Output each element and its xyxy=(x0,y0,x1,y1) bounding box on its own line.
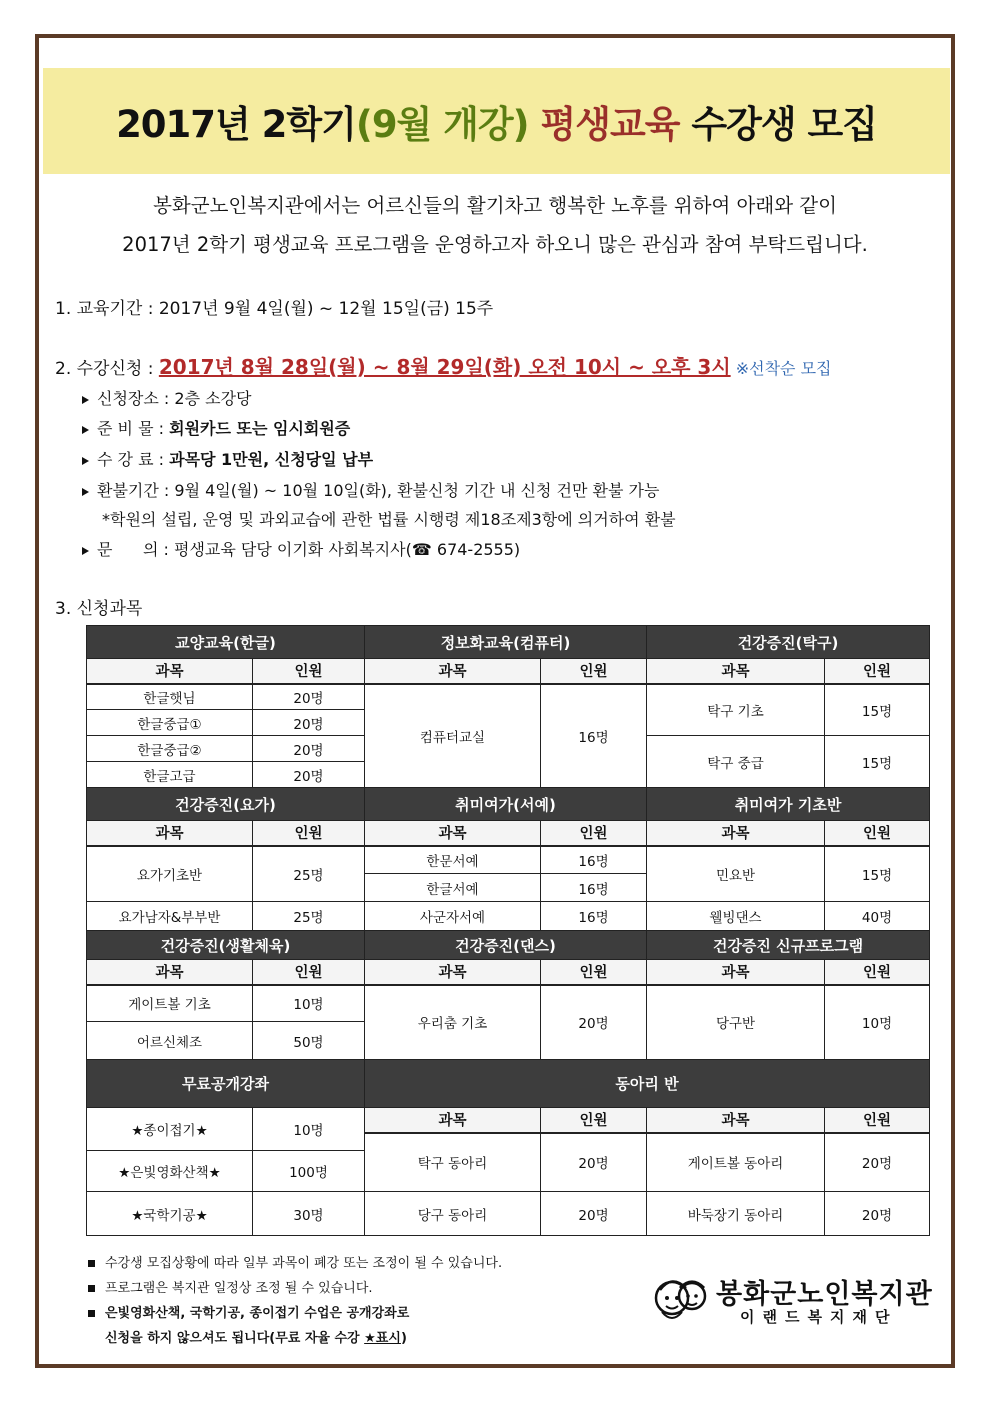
title-year: 2017년 2학기 xyxy=(116,103,356,146)
logo-name: 봉화군노인복지관 xyxy=(716,1279,933,1310)
course-name: 한글햇님 xyxy=(87,684,253,710)
column-header: 인원 xyxy=(825,821,930,846)
page-title xyxy=(43,68,950,174)
application-period: 2017년 8월 28일(월) ~ 8월 29일(화) 오전 10시 ~ 오후 3시 xyxy=(158,355,731,379)
group-header: 건강증진(탁구) xyxy=(647,626,930,659)
course-count: 16명 xyxy=(541,902,647,931)
application-place: 신청장소 : 2층 소강당 xyxy=(82,386,251,409)
column-header: 과목 xyxy=(365,960,541,985)
course-count: 10명 xyxy=(253,1108,365,1151)
column-header: 인원 xyxy=(825,960,930,985)
course-name: 당구반 xyxy=(647,985,825,1060)
column-header: 인원 xyxy=(541,960,647,985)
footer-note: 프로그램은 복지관 일정상 조정 될 수 있습니다. xyxy=(88,1277,373,1296)
course-count: 10명 xyxy=(253,985,365,1022)
course-name: 탁구 기초 xyxy=(647,684,825,736)
course-count: 25명 xyxy=(253,846,365,902)
column-header: 과목 xyxy=(87,659,253,684)
course-name: 바둑장기 동아리 xyxy=(647,1192,825,1236)
column-header: 인원 xyxy=(541,821,647,846)
course-count: 16명 xyxy=(541,684,647,788)
section-period: 1. 교육기간 : 2017년 9월 4일(월) ~ 12월 15일(금) 15주 xyxy=(55,299,494,319)
triangle-bullet-icon xyxy=(82,547,89,555)
square-bullet-icon xyxy=(88,1310,95,1317)
group-header: 건강증진(댄스) xyxy=(365,931,647,960)
course-name: 한글중급① xyxy=(87,710,253,736)
course-count: 20명 xyxy=(825,1192,930,1236)
organization-logo xyxy=(650,1268,933,1332)
course-name: 요가남자&부부반 xyxy=(87,902,253,931)
course-name: 탁구 중급 xyxy=(647,736,825,788)
application-refund: 환불기간 : 9월 4일(월) ~ 10월 10일(화), 환불신청 기간 내 신청 건만 환불 가능 xyxy=(82,478,659,501)
title-opening: (9월 개강) xyxy=(355,103,529,146)
course-count: 40명 xyxy=(825,902,930,931)
column-header: 인원 xyxy=(253,659,365,684)
course-name: 민요반 xyxy=(647,846,825,902)
section-application xyxy=(55,351,832,380)
triangle-bullet-icon xyxy=(82,457,89,465)
course-name: 한글고급 xyxy=(87,762,253,788)
section-courses: 3. 신청과목 xyxy=(55,599,143,619)
column-header: 인원 xyxy=(825,1108,930,1133)
column-header: 인원 xyxy=(253,821,365,846)
course-count: 20명 xyxy=(253,762,365,788)
footer-note: 수강생 모집상황에 따라 일부 과목이 폐강 또는 조정이 될 수 있습니다. xyxy=(88,1252,502,1271)
group-header: 건강증진(요가) xyxy=(87,788,365,821)
intro-line-2: 2017년 2학기 평생교육 프로그램을 운영하고자 하오니 많은 관심과 참여 부탁드립니다. xyxy=(122,233,868,256)
course-name: 당구 동아리 xyxy=(365,1192,541,1236)
course-name: ★종이접기★ xyxy=(87,1108,253,1151)
application-refund-note: *학원의 설립, 운영 및 과외교습에 관한 법률 시행령 제18조제3항에 의거하여 환불 xyxy=(102,510,676,529)
column-header: 과목 xyxy=(647,659,825,684)
course-count: 25명 xyxy=(253,902,365,931)
square-bullet-icon xyxy=(88,1285,95,1292)
triangle-bullet-icon xyxy=(82,488,89,496)
course-name: ★은빛영화산책★ xyxy=(87,1151,253,1192)
course-count: 15명 xyxy=(825,846,930,902)
column-header: 과목 xyxy=(87,821,253,846)
course-count: 20명 xyxy=(825,1133,930,1192)
triangle-bullet-icon xyxy=(82,396,89,404)
group-header: 정보화교육(컴퓨터) xyxy=(365,626,647,659)
group-header: 취미여가(서예) xyxy=(365,788,647,821)
course-count: 10명 xyxy=(825,985,930,1060)
intro-line-1: 봉화군노인복지관에서는 어르신들의 활기차고 행복한 노후를 위하여 아래와 같이 xyxy=(153,194,837,217)
course-count: 20명 xyxy=(541,1133,647,1192)
application-fee: 수 강 료 : 과목당 1만원, 신청당일 납부 xyxy=(82,447,373,470)
course-count: 50명 xyxy=(253,1022,365,1060)
course-name: 요가기초반 xyxy=(87,846,253,902)
title-program: 평생교육 xyxy=(528,103,680,146)
group-header: 교양교육(한글) xyxy=(87,626,365,659)
course-count: 15명 xyxy=(825,736,930,788)
footer-note: 은빛영화산책, 국학기공, 종이접기 수업은 공개강좌로 xyxy=(88,1302,409,1321)
triangle-bullet-icon xyxy=(82,426,89,434)
course-table xyxy=(86,625,930,1236)
course-count: 16명 xyxy=(541,874,647,902)
course-name: 한글중급② xyxy=(87,736,253,762)
course-count: 20명 xyxy=(541,1192,647,1236)
application-contact: 문 의 : 평생교육 담당 이기화 사회복지사(☎ 674-2555) xyxy=(82,537,520,560)
course-name: ★국학기공★ xyxy=(87,1192,253,1236)
column-header: 과목 xyxy=(365,821,541,846)
title-recruit: 수강생 모집 xyxy=(679,103,877,146)
course-name: 컴퓨터교실 xyxy=(365,684,541,788)
column-header: 과목 xyxy=(647,1108,825,1133)
course-name: 웰빙댄스 xyxy=(647,902,825,931)
elderly-couple-icon xyxy=(650,1268,712,1330)
course-count: 20명 xyxy=(253,710,365,736)
application-note: ※선착순 모집 xyxy=(730,359,832,378)
course-name: 어르신체조 xyxy=(87,1022,253,1060)
footer-note-continued: 신청을 하지 않으셔도 됩니다(무료 자율 수강 ★표시) xyxy=(105,1331,407,1346)
course-name: 사군자서예 xyxy=(365,902,541,931)
column-header: 인원 xyxy=(825,659,930,684)
column-header: 인원 xyxy=(541,659,647,684)
group-header: 건강증진 신규프로그램 xyxy=(647,931,930,960)
column-header: 과목 xyxy=(647,960,825,985)
course-count: 30명 xyxy=(253,1192,365,1236)
application-label: 2. 수강신청 : xyxy=(55,359,159,379)
course-name: 우리춤 기초 xyxy=(365,985,541,1060)
course-count: 16명 xyxy=(541,846,647,874)
course-name: 게이트볼 동아리 xyxy=(647,1133,825,1192)
column-header: 과목 xyxy=(87,960,253,985)
group-header: 건강증진(생활체육) xyxy=(87,931,365,960)
column-header: 과목 xyxy=(647,821,825,846)
application-prep: 준 비 물 : 회원카드 또는 임시회원증 xyxy=(82,416,350,439)
course-count: 20명 xyxy=(541,985,647,1060)
group-header: 무료공개강좌 xyxy=(87,1060,365,1108)
course-name: 게이트볼 기초 xyxy=(87,985,253,1022)
course-count: 20명 xyxy=(253,684,365,710)
column-header: 인원 xyxy=(253,960,365,985)
course-count: 20명 xyxy=(253,736,365,762)
course-name: 한글서예 xyxy=(365,874,541,902)
square-bullet-icon xyxy=(88,1260,95,1267)
course-count: 100명 xyxy=(253,1151,365,1192)
logo-subtitle: 이랜드복지재단 xyxy=(740,1308,898,1326)
group-header: 취미여가 기초반 xyxy=(647,788,930,821)
course-name: 한문서예 xyxy=(365,846,541,874)
group-header: 동아리 반 xyxy=(365,1060,930,1108)
column-header: 인원 xyxy=(541,1108,647,1133)
column-header: 과목 xyxy=(365,1108,541,1133)
course-count: 15명 xyxy=(825,684,930,736)
column-header: 과목 xyxy=(365,659,541,684)
course-name: 탁구 동아리 xyxy=(365,1133,541,1192)
